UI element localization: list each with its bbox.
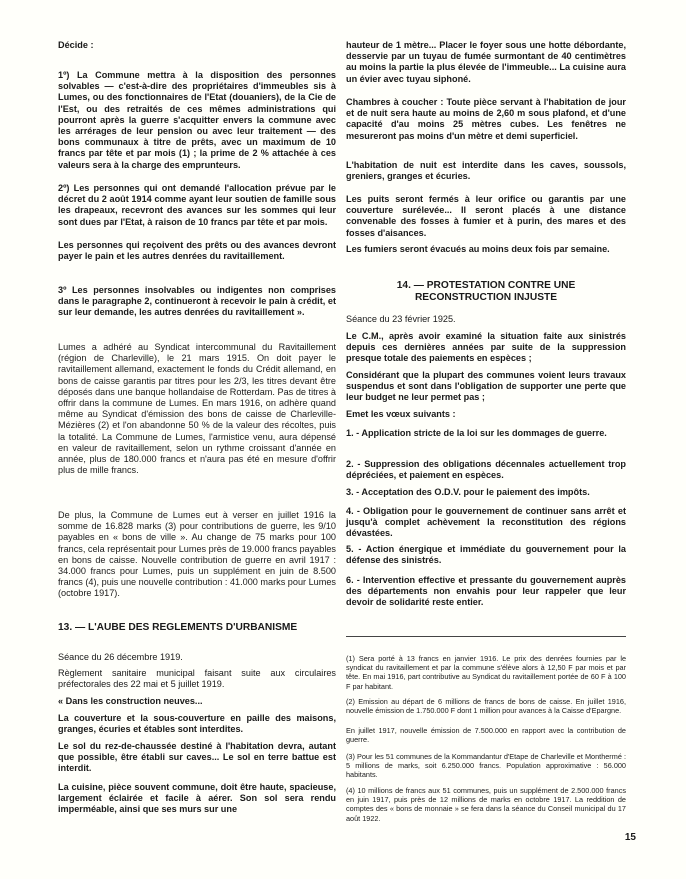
paragraph: Chambres à coucher : Toute pièce servant à l'habitation de jour et de nuit sera haute au moins de 2,60 m sous plafond, et d'une capacité d'au moins 25 mètres cubes. Les fenêtres ne mesureront pas moins d'un mètre et demi superficiel. — [346, 97, 626, 141]
footnote-block — [346, 752, 626, 780]
footnote: En juillet 1917, nouvelle émission de 7.500.000 en rapport avec la contribution de guerre. — [346, 726, 626, 745]
paragraph-block — [58, 285, 336, 319]
paragraph: Emet les vœux suivants : — [346, 409, 456, 419]
paragraph: 1º) La Commune mettra à la disposition des personnes solvables — c'est-à-dire des propriétaires d'immeubles sis à Lumes, ou des fonctionnaires de l'Etat (douaniers), de la Cie de l'Est, ou des retraités de ces mêmes administrations qui pourront après la guerre s'acquitter envers la commune avec les arrérages de leur pension ou avec leur traitement — des bons communaux à titre de prêts, avec un maximum de 10 francs par tête et par mois (1) ; la prime de 2 % attachée à ces valeurs sera à la charge des emprunteurs. — [58, 70, 336, 170]
paragraph-block — [346, 160, 626, 182]
paragraph-block — [346, 40, 626, 85]
section-14-heading — [346, 280, 626, 304]
paragraph: Les fumiers seront évacués au moins deux fois par semaine. — [346, 244, 610, 254]
paragraph: Séance du 23 février 1925. — [346, 314, 456, 324]
paragraph: Considérant que la plupart des communes voient leurs travaux suspendus et sont dans l'obligation de supporter une perte que leur budget ne leur permet pas ; — [346, 370, 626, 403]
paragraph-block — [58, 696, 336, 707]
section-13-heading — [58, 622, 336, 634]
heading: 13. — L'AUBE DES REGLEMENTS D'URBANISME — [58, 622, 298, 633]
paragraph: Règlement sanitaire municipal faisant suite aux circulaires préfectorales des 22 mai et 5 juillet 1919. — [58, 668, 336, 690]
paragraph: De plus, la Commune de Lumes eut à verser en juillet 1916 la somme de 16.828 marks (3) pour contributions de guerre, les 9/10 payables en « bons de ville ». Au change de 75 marks pour 100 francs, cela représentait pour Lumes près de 19.000 francs payables en bons de caisse. Nouvelle contribution de guerre en avril 1917 : 34.000 francs pour Lumes, puis un supplément en juin de 8.500 francs (4), puis une nouvelle contribution : 41.000 marks pour Lumes (octobre 1917). — [58, 510, 336, 599]
paragraph-block — [346, 544, 626, 566]
paragraph: Les puits seront fermés à leur orifice ou garantis par une couverture surélevée... Il seront placés à une distance convenable des fosses à fumier et à purin, des mares et des fosses d'aisances. — [346, 194, 626, 238]
wish-item: 6. - Intervention effective et pressante du gouvernement auprès des départements non envahis pour leur rappeler que leur devoir de solidarité reste entier. — [346, 575, 626, 608]
paragraph: Décide : — [58, 40, 94, 50]
paragraph: 2º) Les personnes qui ont demandé l'allocation prévue par le décret du 2 août 1914 comme ayant leur soutien de famille sous les drapeaux, recevront des avances sur les sommes qui leur sont dues par l'Etat, à raison de 10 francs par tête et par mois. — [58, 183, 336, 227]
paragraph: 3º Les personnes insolvables ou indigentes non comprises dans le paragraphe 2, continueront à recevoir le pain à crédit, et sur leur demande, les autres denrées du ravitaillement ». — [58, 285, 336, 318]
paragraph-block — [346, 575, 626, 609]
paragraph-block — [346, 459, 626, 481]
paragraph-block — [58, 668, 336, 690]
paragraph-block — [346, 409, 626, 420]
paragraph: Séance du 26 décembre 1919. — [58, 652, 183, 662]
footnote-divider — [346, 636, 626, 637]
footnote-block — [346, 786, 626, 823]
paragraph-block — [58, 510, 336, 600]
paragraph-block — [346, 506, 626, 540]
page-number: 15 — [624, 832, 636, 843]
paragraph: Le C.M., après avoir examiné la situation faite aux sinistrés depuis ces dernières années par suite de la suppression presque totale des paiements en espèces ; — [346, 331, 626, 364]
footnote: (2) Emission au départ de 6 millions de francs de bons de caisse. En juillet 1916, nouvelle émission de 1.750.000 F dont 1 million pour avances à la Caisse d'Epargne. — [346, 697, 626, 716]
paragraph-block — [346, 244, 626, 255]
paragraph: Les personnes qui reçoivent des prêts ou des avances devront payer le pain et les autres denrées du ravitaillement. — [58, 240, 336, 262]
paragraph-block — [346, 194, 626, 239]
footnote: (1) Sera porté à 13 francs en janvier 1916. Le prix des denrées fournies par le syndicat du ravitaillement et par la commune s'élève alors à 12,50 F par mois et par tête. En mai 1916, part contributive au Syndicat du ravitaillement portée de 60 F à 100 F par habitant. — [346, 654, 626, 691]
paragraph-block — [346, 314, 626, 325]
paragraph-block — [58, 652, 336, 663]
wish-item: 2. - Suppression des obligations décennales actuellement trop dépréciées, et paiement en espèces. — [346, 459, 626, 481]
wish-item: 1. - Application stricte de la loi sur les dommages de guerre. — [346, 428, 607, 438]
paragraph-block — [346, 331, 626, 365]
paragraph-block — [346, 428, 626, 439]
footnote: (3) Pour les 51 communes de la Kommandantur d'Etape de Charleville et Monthermé : 5 millions de marks, soit 6.250.000 francs. Population approximative : 56.000 habitants. — [346, 752, 626, 780]
paragraph-block — [346, 487, 626, 498]
paragraph: La cuisine, pièce souvent commune, doit être haute, spacieuse, largement éclairée et facile à aérer. Son sol sera rendu imperméable, ainsi que ses murs sur une — [58, 782, 336, 815]
paragraph-block — [58, 342, 336, 476]
heading-line-1: 14. — PROTESTATION CONTRE UNE — [396, 280, 576, 291]
footnote-block — [346, 697, 626, 715]
footnote: (4) 10 millions de francs aux 51 communes, puis un supplément de 2.500.000 francs en juin 1917, puis près de 12 millions de marks en octobre 1917. La reddition de comptes des « bons de monnaie » se fera dans la séance du Conseil municipal du 17 août 1922. — [346, 786, 626, 823]
footnote-block — [346, 654, 626, 691]
heading-line-2: RECONSTRUCTION INJUSTE — [414, 292, 558, 303]
paragraph-block — [58, 782, 336, 816]
wish-item: 4. - Obligation pour le gouvernement de continuer sans arrêt et jusqu'à complet achèvement la reconstitution des régions dévastées. — [346, 506, 626, 539]
wish-item: 5. - Action énergique et immédiate du gouvernement pour la défense des sinistrés. — [346, 544, 626, 566]
paragraph-block — [58, 741, 336, 775]
paragraph: La couverture et la sous-couverture en paille des maisons, granges, écuries et étables sont interdites. — [58, 713, 336, 735]
paragraph-block — [58, 183, 336, 228]
paragraph-block — [58, 713, 336, 735]
paragraph-block — [58, 70, 336, 171]
decide-label — [58, 40, 336, 51]
paragraph-block — [346, 97, 626, 142]
footnote-block — [346, 726, 626, 744]
paragraph-block — [58, 240, 336, 262]
paragraph: Lumes a adhéré au Syndicat intercommunal du Ravitaillement (région de Charleville), le 21 mars 1915. On doit payer le ravitaillement allemand, exactement le fonds du Crédit allemand, en bons de caisse garantis par titres pour les 2/3, les titres devant être déposés dans une banque hollandaise de Rotterdam. Pas de titres à offrir dans la commune de Lumes. En mars 1916, on adhère quand même au Syndicat d'émission des bons de caisse de Charleville-Mézières (2) et l'on abandonne 50 % de la valeur des récoltes, puis la totalité. La Commune de Lumes, l'armistice venu, aura dépensé en valeur de ravitaillement, selon un rythme croissant d'année en année, plus de 180.000 francs et n'aura pas été en mesure d'offrir plus de mille francs. — [58, 342, 336, 476]
paragraph-block — [346, 370, 626, 404]
paragraph: hauteur de 1 mètre... Placer le foyer sous une hotte débordante, desservie par un tuyau de fumée surmontant de 40 centimètres au moins la partie la plus élevée de l'immeuble... La cuisine aura un évier avec tuyau siphoné. — [346, 40, 626, 84]
paragraph: L'habitation de nuit est interdite dans les caves, soussols, greniers, granges et écuries. — [346, 160, 626, 182]
wish-item: 3. - Acceptation des O.D.V. pour le paiement des impôts. — [346, 487, 590, 497]
paragraph: « Dans les construction neuves... — [58, 696, 203, 706]
paragraph: Le sol du rez-de-chaussée destiné à l'habitation devra, autant que possible, être établi sur caves... Le sol en terre battue est interdit. — [58, 741, 336, 774]
